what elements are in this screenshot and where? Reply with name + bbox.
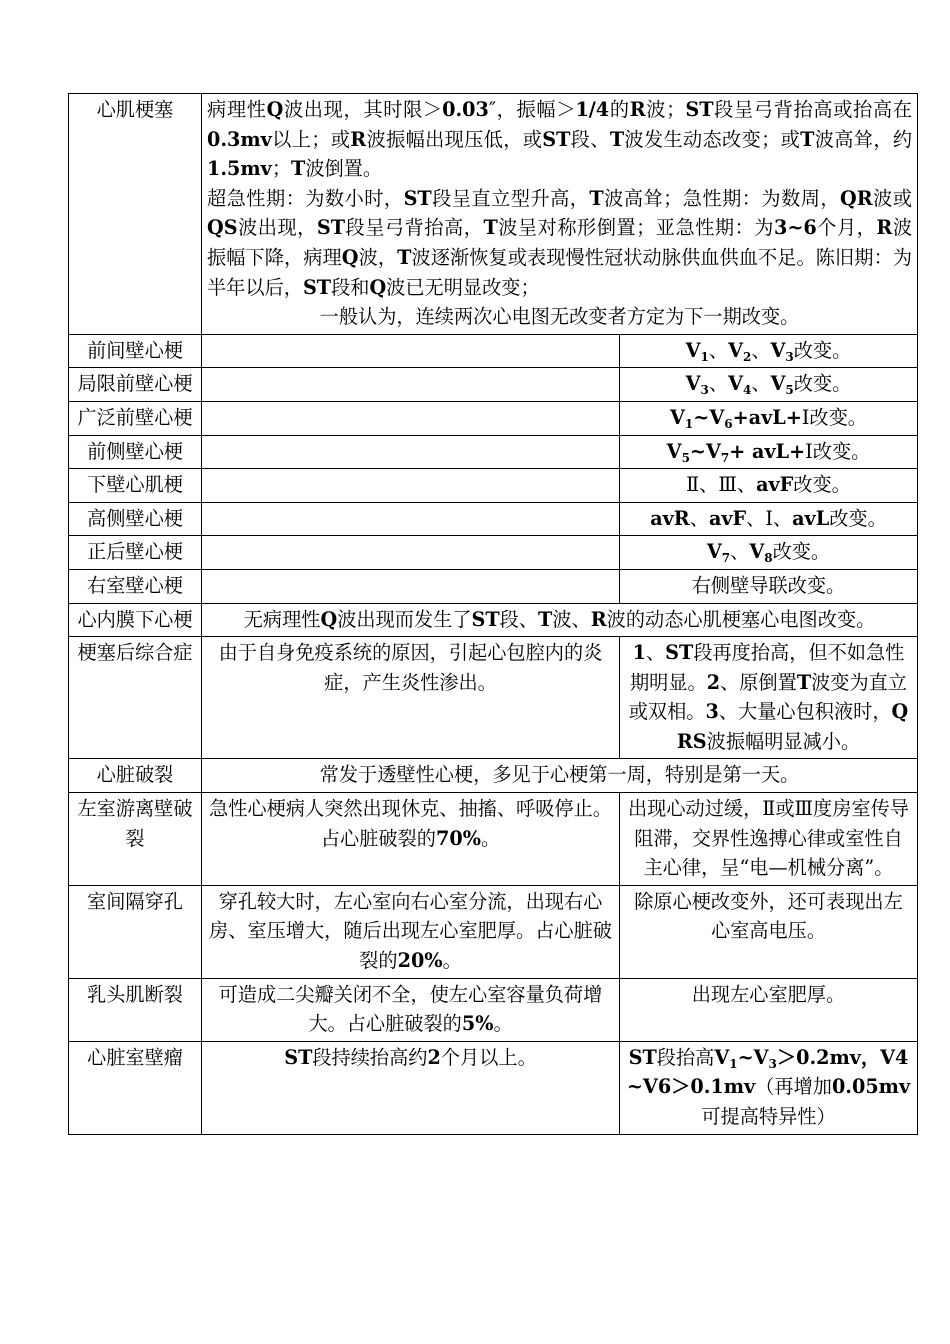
row-name: 梗塞后综合症 xyxy=(69,637,202,759)
row-name: 心脏破裂 xyxy=(69,759,202,793)
row-name: 下壁心肌梗 xyxy=(69,469,202,503)
row-description xyxy=(202,435,620,469)
row-name: 高侧壁心梗 xyxy=(69,502,202,536)
row-description: 由于自身免疫系统的原因，引起心包腔内的炎症，产生炎性渗出。 xyxy=(202,637,620,759)
row-description xyxy=(202,469,620,503)
table-row xyxy=(69,435,918,469)
row-ecg: 出现心动过缓，Ⅱ或Ⅲ度房室传导阻滞，交界性逸搏心律或室性自主心律，呈“电—机械分离”。 xyxy=(620,793,918,886)
row-name: 右室壁心梗 xyxy=(69,569,202,603)
row-name: 乳头肌断裂 xyxy=(69,978,202,1041)
row-description xyxy=(202,569,620,603)
ecg-infarction-table xyxy=(68,93,918,1135)
row-ecg: avR、avF、Ⅰ、avL改变。 xyxy=(620,502,918,536)
row-ecg: 1、ST段再度抬高，但不如急性期明显。2、原倒置T波变为直立或双相。3、大量心包积液时，QRS波振幅明显减小。 xyxy=(620,637,918,759)
row-description xyxy=(202,334,620,368)
table-row xyxy=(69,978,918,1041)
row-ecg: 出现左心室肥厚。 xyxy=(620,978,918,1041)
table-row xyxy=(69,502,918,536)
row-description xyxy=(202,94,918,335)
table-row xyxy=(69,793,918,886)
mi-note: 一般认为，连续两次心电图无改变者方定为下一期改变。 xyxy=(319,305,800,329)
table-row xyxy=(69,536,918,570)
row-ecg: 除原心梗改变外，还可表现出左心室高电压。 xyxy=(620,885,918,978)
row-description: ST段持续抬高约2个月以上。 xyxy=(202,1041,620,1134)
row-name: 心脏室壁瘤 xyxy=(69,1041,202,1134)
row-ecg: $V_1\sim V_6+avL+Ⅰ$改变。 xyxy=(620,401,918,435)
row-name: 左室游离壁破裂 xyxy=(69,793,202,886)
table-row xyxy=(69,401,918,435)
table-row xyxy=(69,603,918,637)
table-row xyxy=(69,759,918,793)
row-ecg: 右侧壁导联改变。 xyxy=(620,569,918,603)
row-description: 无病理性Q波出现而发生了ST段、T波、R波的动态心肌梗塞心电图改变。 xyxy=(202,603,918,637)
table-row xyxy=(69,334,918,368)
table-row xyxy=(69,637,918,759)
row-name: 室间隔穿孔 xyxy=(69,885,202,978)
table-row xyxy=(69,368,918,402)
row-description xyxy=(202,401,620,435)
mi-criteria: 病理性Q波出现，其时限＞0.03″，振幅＞1/4的R波；ST段呈弓背抬高或抬高在0.3mv以上；或R波振幅出现压低，或ST段、T波发生动态改变；或T波高耸，约1.5mv；T波倒置。 xyxy=(207,98,913,181)
row-description: 急性心梗病人突然出现休克、抽搐、呼吸停止。占心脏破裂的70%。 xyxy=(202,793,620,886)
row-description xyxy=(202,536,620,570)
row-name: 心肌梗塞 xyxy=(69,94,202,335)
row-ecg: $V_3$、$V_4$、$V_5$改变。 xyxy=(620,368,918,402)
row-ecg: $V_5\sim V_7+$ avL+Ⅰ改变。 xyxy=(620,435,918,469)
row-ecg: ST段抬高$V_1\sim V_3>0.2mv$，V4~V6＞0.1mv（再增加0.05mv可提高特异性） xyxy=(620,1041,918,1134)
row-description: 可造成二尖瓣关闭不全，使左心室容量负荷增大。占心脏破裂的5%。 xyxy=(202,978,620,1041)
table-row xyxy=(69,469,918,503)
row-ecg: $V_1$、$V_2$、$V_3$改变。 xyxy=(620,334,918,368)
row-name: 前间壁心梗 xyxy=(69,334,202,368)
table-row xyxy=(69,569,918,603)
row-ecg: Ⅱ、Ⅲ、avF改变。 xyxy=(620,469,918,503)
row-name: 局限前壁心梗 xyxy=(69,368,202,402)
row-name: 前侧壁心梗 xyxy=(69,435,202,469)
row-description: 常发于透壁性心梗，多见于心梗第一周，特别是第一天。 xyxy=(202,759,918,793)
table-row xyxy=(69,885,918,978)
row-name: 正后壁心梗 xyxy=(69,536,202,570)
mi-stages: 超急性期：为数小时，ST段呈直立型升高，T波高耸；急性期：为数周，QR波或QS波出现，ST段呈弓背抬高，T波呈对称形倒置；亚急性期：为3~6个月，R波振幅下降，病理Q波，T波逐渐恢复或表现慢性冠状动脉供血供血不足。陈旧期：为半年以后，ST段和Q波已无明显改变； xyxy=(207,186,913,299)
row-name: 广泛前壁心梗 xyxy=(69,401,202,435)
row-description xyxy=(202,502,620,536)
table-row xyxy=(69,94,918,335)
row-description xyxy=(202,368,620,402)
table-row xyxy=(69,1041,918,1134)
row-name: 心内膜下心梗 xyxy=(69,603,202,637)
row-ecg: $V_7$、$V_8$改变。 xyxy=(620,536,918,570)
row-description: 穿孔较大时，左心室向右心室分流，出现右心房、室压增大，随后出现左心室肥厚。占心脏破裂的20%。 xyxy=(202,885,620,978)
